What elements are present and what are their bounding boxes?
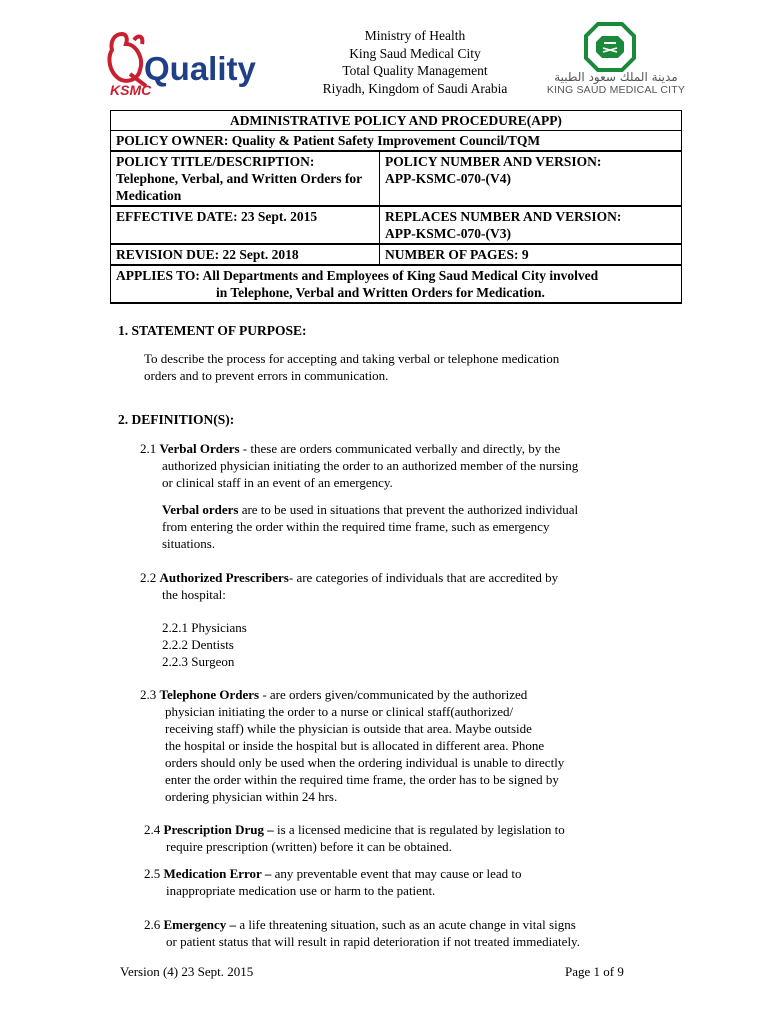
replaces-value: APP-KSMC-070-(V3) — [385, 226, 511, 241]
def-2-2-number: 2.2 — [140, 570, 160, 585]
def-2-6-line2: or patient status that will result in rapid deterioration if not treated immediately. — [166, 934, 580, 949]
policy-info-table — [110, 110, 682, 304]
policy-title-value: Telephone, Verbal, and Written Orders for Medication — [116, 171, 362, 203]
def-2-3-line6: enter the order within the required time frame, the order has to be signed by — [165, 772, 559, 787]
def-2-5-number: 2.5 — [144, 866, 164, 881]
def-2-1-line2: authorized physician initiating the order to an authorized member of the nursing — [162, 458, 579, 473]
replaces-cell — [380, 206, 682, 244]
header-org-block — [250, 27, 580, 97]
def-2-5-term: Medication Error – — [163, 866, 272, 881]
definition-medication-error — [144, 865, 704, 899]
def-2-1-number: 2.1 — [140, 441, 160, 456]
def-2-1b-line3: situations. — [162, 536, 216, 551]
section1-text-line2: orders and to prevent errors in communication. — [144, 368, 389, 383]
def-2-3-line4: the hospital or inside the hospital but is allocated in different area. Phone — [165, 738, 545, 753]
def-2-3-line2: physician initiating the order to a nurse or clinical staff(authorized/ — [165, 704, 514, 719]
logo-ksmc-text: KSMC — [110, 82, 152, 98]
definition-verbal-orders-usage — [162, 501, 702, 552]
policy-number-value: APP-KSMC-070-(V4) — [385, 171, 511, 186]
logo-arabic-name: مدينة الملك سعود الطبية — [554, 70, 678, 84]
section2-heading: 2. DEFINITION(S): — [118, 412, 235, 427]
def-2-3-line7: ordering physician within 24 hrs. — [165, 789, 338, 804]
definition-verbal-orders — [140, 440, 700, 491]
def-2-3-line5: orders should only be used when the ordering individual is unable to directly — [165, 755, 565, 770]
section1-text — [144, 350, 559, 384]
section1-text-line1: To describe the process for accepting and taking verbal or telephone medication — [144, 351, 560, 366]
header-ministry: Ministry of Health — [364, 28, 466, 43]
def-2-1b-line1: are to be used in situations that prevent the authorized individual — [238, 502, 579, 517]
def-2-3-term: Telephone Orders — [159, 687, 260, 702]
effective-date: EFFECTIVE DATE: 23 Sept. 2015 — [111, 206, 380, 244]
def-2-3-line3: receiving staff) while the physician is outside that area. Maybe outside — [165, 721, 532, 736]
header-location: Riyadh, Kingdom of Saudi Arabia — [322, 80, 508, 96]
def-2-6-term: Emergency – — [163, 917, 237, 932]
replaces-label: REPLACES NUMBER AND VERSION: — [385, 209, 622, 224]
def-2-4-number: 2.4 — [144, 822, 164, 837]
def-2-6-line1: a life threatening situation, such as an acute change in vital signs — [236, 917, 576, 932]
def-2-3-number: 2.3 — [140, 687, 160, 702]
footer-version: Version (4) 23 Sept. 2015 — [120, 964, 254, 979]
def-2-5-line2: inappropriate medication use or harm to the patient. — [166, 883, 436, 898]
quality-ksmc-logo — [104, 30, 264, 102]
header-ksmc: King Saud Medical City — [349, 45, 481, 61]
footer-page-number: Page 1 of 9 — [565, 964, 624, 979]
definition-emergency — [144, 916, 714, 950]
definition-authorized-prescribers — [140, 569, 700, 603]
prescriber-item: 2.2.2 Dentists — [162, 637, 234, 652]
def-2-4-term: Prescription Drug – — [163, 822, 274, 837]
def-2-2-line2: the hospital: — [162, 587, 226, 602]
def-2-4-line2: require prescription (written) before it can be obtained. — [166, 839, 452, 854]
policy-table-title: ADMINISTRATIVE POLICY AND PROCEDURE(APP) — [111, 111, 682, 131]
definition-telephone-orders — [140, 686, 700, 805]
def-2-4-line1: is a licensed medicine that is regulated by legislation to — [273, 822, 565, 837]
number-of-pages: NUMBER OF PAGES: 9 — [380, 244, 682, 265]
applies-to-line2: in Telephone, Verbal and Written Orders for Medication. — [216, 285, 545, 300]
policy-title-cell — [111, 151, 380, 206]
section1-heading: 1. STATEMENT OF PURPOSE: — [118, 323, 307, 338]
prescriber-list — [162, 619, 247, 670]
policy-number-label: POLICY NUMBER AND VERSION: — [385, 154, 602, 169]
def-2-2-term: Authorized Prescribers — [159, 570, 289, 585]
revision-due: REVISION DUE: 22 Sept. 2018 — [111, 244, 380, 265]
def-2-3-line1: - are orders given/communicated by the authorized — [259, 687, 528, 702]
applies-to — [111, 265, 682, 303]
logo-english-name: KING SAUD MEDICAL CITY — [546, 84, 686, 96]
def-2-6-number: 2.6 — [144, 917, 164, 932]
definition-prescription-drug — [144, 821, 704, 855]
def-2-5-line1: any preventable event that may cause or lead to — [271, 866, 522, 881]
def-2-1-term: Verbal Orders — [159, 441, 240, 456]
header-tqm: Total Quality Management — [342, 63, 488, 78]
logo-quality-text: Quality — [144, 50, 256, 87]
policy-title-label: POLICY TITLE/DESCRIPTION: — [116, 154, 315, 169]
def-2-2-line1: - are categories of individuals that are accredited by — [288, 570, 559, 585]
applies-to-line1: APPLIES TO: All Departments and Employees of King Saud Medical City involved — [116, 268, 599, 283]
def-2-1b-term: Verbal orders — [162, 502, 239, 517]
def-2-1-line1: - these are orders communicated verbally and directly, by the — [239, 441, 561, 456]
def-2-1b-line2: from entering the order within the required time frame, such as emergency — [162, 519, 550, 534]
policy-owner: POLICY OWNER: Quality & Patient Safety Improvement Council/TQM — [111, 131, 682, 152]
prescriber-item: 2.2.3 Surgeon — [162, 654, 235, 669]
def-2-1-line3: or clinical staff in an event of an emergency. — [162, 475, 393, 490]
prescriber-item: 2.2.1 Physicians — [162, 620, 247, 635]
policy-number-cell — [380, 151, 682, 206]
king-saud-medical-city-logo — [536, 18, 696, 98]
